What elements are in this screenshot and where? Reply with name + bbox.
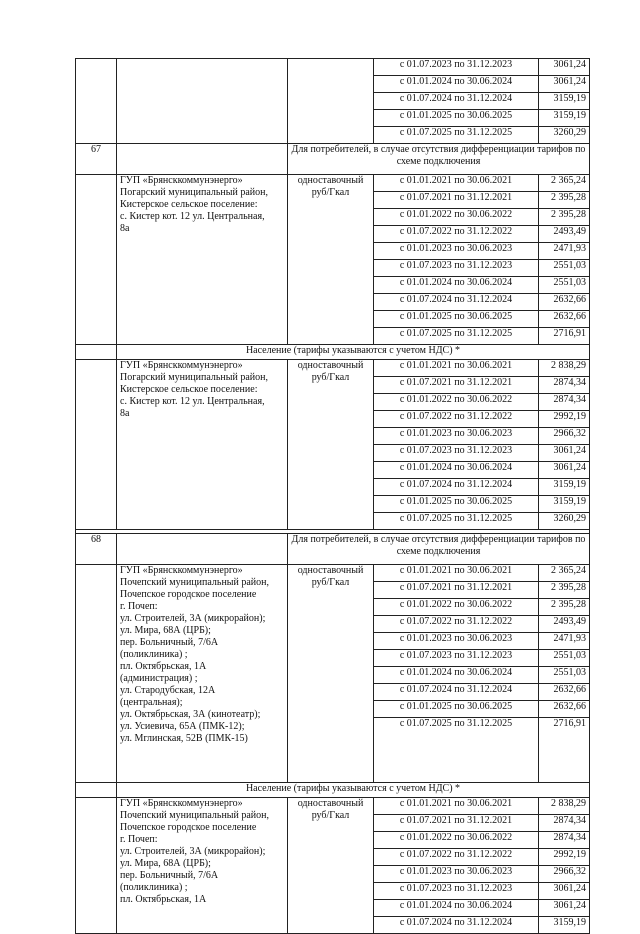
- org-line: ул. Строителей, 3А (микрорайон);: [120, 846, 266, 857]
- population-header-row: [76, 783, 590, 798]
- period-cell: с 01.07.2023 по 31.12.2023: [374, 260, 539, 277]
- period-cell: с 01.07.2023 по 31.12.2023: [374, 59, 539, 76]
- org-line: ул. Мглинская, 52В (ПМК-15): [120, 733, 248, 744]
- population-header-row: [76, 345, 590, 360]
- period-cell: с 01.07.2022 по 31.12.2022: [374, 226, 539, 243]
- value-cell: 2 365,24: [539, 565, 590, 582]
- period-cell: с 01.01.2023 по 30.06.2023: [374, 866, 539, 883]
- period-cell: с 01.07.2022 по 31.12.2022: [374, 616, 539, 633]
- population-heading: Население (тарифы указываются с учетом НДС) *: [117, 783, 590, 798]
- value-cell: 3061,24: [539, 445, 590, 462]
- value-cell: 2966,32: [539, 428, 590, 445]
- org-line: Почепское городское поселение: [120, 589, 257, 600]
- org-line: Погарский муниципальный район,: [120, 187, 268, 198]
- org-line: пер. Больничный, 7/6А: [120, 870, 219, 881]
- period-cell: с 01.07.2021 по 31.12.2021: [374, 582, 539, 599]
- value-cell: 2 365,24: [539, 175, 590, 192]
- unit-type: одноставочный: [297, 565, 364, 576]
- org-line: Почепский муниципальный район,: [120, 810, 270, 821]
- table-row: [76, 798, 590, 815]
- value-cell: 2 838,29: [539, 798, 590, 815]
- period-cell: с 01.07.2025 по 31.12.2025: [374, 127, 539, 144]
- period-cell: с 01.07.2021 по 31.12.2021: [374, 377, 539, 394]
- org-line: пл. Октябрьская, 1А: [120, 894, 207, 905]
- org-line: ГУП «Брянсккоммунэнерго»: [120, 798, 243, 809]
- org-line: г. Почеп:: [120, 601, 158, 612]
- org-line: (поликлиника) ;: [120, 882, 188, 893]
- unit-type: одноставочный: [297, 175, 364, 186]
- period-cell: с 01.07.2025 по 31.12.2025: [374, 328, 539, 345]
- org-cell: [117, 144, 288, 175]
- org-address-cell: [117, 175, 288, 345]
- unit-measure: руб/Гкал: [311, 810, 350, 821]
- org-line: г. Почеп:: [120, 834, 158, 845]
- table-row: [76, 565, 590, 582]
- period-cell: с 01.01.2025 по 30.06.2025: [374, 311, 539, 328]
- value-cell: 2632,66: [539, 311, 590, 328]
- value-cell: 2632,66: [539, 294, 590, 311]
- org-line: ул. Мира, 68А (ЦРБ);: [120, 625, 211, 636]
- org-line: Кистерское сельское поселение:: [120, 384, 258, 395]
- period-cell: с 01.07.2021 по 31.12.2021: [374, 815, 539, 832]
- period-cell: с 01.01.2024 по 30.06.2024: [374, 462, 539, 479]
- unit-type: одноставочный: [297, 798, 364, 809]
- value-cell: 2992,19: [539, 849, 590, 866]
- number-cell: [76, 59, 117, 144]
- table-row: [76, 59, 590, 76]
- period-cell: с 01.01.2025 по 30.06.2025: [374, 496, 539, 513]
- period-cell: с 01.01.2021 по 30.06.2021: [374, 565, 539, 582]
- period-cell: с 01.01.2023 по 30.06.2023: [374, 428, 539, 445]
- unit-cell: [288, 175, 374, 345]
- org-line: ул. Усиевича, 65А (ПМК-12);: [120, 721, 245, 732]
- value-cell: 2 838,29: [539, 360, 590, 377]
- org-line: с. Кистер кот. 12 ул. Центральная,: [120, 211, 265, 222]
- org-line: ул. Октябрьская, 3А (кинотеатр);: [120, 709, 261, 720]
- value-cell: 3061,24: [539, 59, 590, 76]
- number-cell: [76, 783, 117, 798]
- value-cell: 3061,24: [539, 883, 590, 900]
- org-address-cell: [117, 565, 288, 783]
- org-line: Кистерское сельское поселение:: [120, 199, 258, 210]
- period-cell: с 01.07.2021 по 31.12.2021: [374, 192, 539, 209]
- number-cell: [76, 798, 117, 934]
- period-cell: с 01.07.2023 по 31.12.2023: [374, 883, 539, 900]
- period-cell: с 01.07.2025 по 31.12.2025: [374, 718, 539, 783]
- table-row: [76, 175, 590, 192]
- value-cell: 2551,03: [539, 277, 590, 294]
- table-row: [76, 360, 590, 377]
- value-cell: 3061,24: [539, 462, 590, 479]
- value-cell: 3159,19: [539, 110, 590, 127]
- period-cell: с 01.07.2025 по 31.12.2025: [374, 513, 539, 530]
- value-cell: 3159,19: [539, 479, 590, 496]
- period-cell: с 01.01.2023 по 30.06.2023: [374, 633, 539, 650]
- org-line: Почепское городское поселение: [120, 822, 257, 833]
- org-cell: [117, 534, 288, 565]
- period-cell: с 01.01.2022 по 30.06.2022: [374, 599, 539, 616]
- org-line: ул. Строителей, 3А (микрорайон);: [120, 613, 266, 624]
- period-cell: с 01.01.2025 по 30.06.2025: [374, 701, 539, 718]
- org-address-cell: [117, 360, 288, 530]
- period-cell: с 01.07.2023 по 31.12.2023: [374, 650, 539, 667]
- period-cell: с 01.07.2022 по 31.12.2022: [374, 849, 539, 866]
- org-line: пл. Октябрьская, 1А: [120, 661, 207, 672]
- period-cell: с 01.01.2023 по 30.06.2023: [374, 243, 539, 260]
- value-cell: 3159,19: [539, 496, 590, 513]
- value-cell: 2716,91: [539, 328, 590, 345]
- value-cell: 3061,24: [539, 900, 590, 917]
- number-cell: [76, 360, 117, 530]
- value-cell: 3061,24: [539, 76, 590, 93]
- period-cell: с 01.01.2021 по 30.06.2021: [374, 175, 539, 192]
- org-line: 8а: [120, 223, 130, 234]
- value-cell: 2551,03: [539, 650, 590, 667]
- org-line: ул. Стародубская, 12А: [120, 685, 216, 696]
- org-line: Почепский муниципальный район,: [120, 577, 270, 588]
- entry-heading: Для потребителей, в случае отсутствия дифференциации тарифов по схеме подключения: [288, 144, 590, 175]
- org-line: (администрация) ;: [120, 673, 198, 684]
- value-cell: 2 395,28: [539, 192, 590, 209]
- value-cell: 2874,34: [539, 832, 590, 849]
- tariff-table: [75, 58, 590, 934]
- period-cell: с 01.01.2021 по 30.06.2021: [374, 360, 539, 377]
- period-cell: с 01.07.2024 по 31.12.2024: [374, 93, 539, 110]
- period-cell: с 01.01.2022 по 30.06.2022: [374, 209, 539, 226]
- period-cell: с 01.07.2022 по 31.12.2022: [374, 411, 539, 428]
- value-cell: 2632,66: [539, 701, 590, 718]
- tariff-table-body: [76, 59, 590, 934]
- org-line: ГУП «Брянсккоммунэнерго»: [120, 565, 243, 576]
- value-cell: 2 395,28: [539, 209, 590, 226]
- value-cell: 2716,91: [539, 718, 590, 783]
- entry-number: 67: [76, 144, 117, 175]
- period-cell: с 01.01.2024 по 30.06.2024: [374, 76, 539, 93]
- number-cell: [76, 565, 117, 783]
- unit-cell: [288, 565, 374, 783]
- number-cell: [76, 175, 117, 345]
- org-line: ГУП «Брянсккоммунэнерго»: [120, 175, 243, 186]
- unit-cell: [288, 798, 374, 934]
- period-cell: с 01.01.2024 по 30.06.2024: [374, 277, 539, 294]
- unit-measure: руб/Гкал: [311, 372, 350, 383]
- unit-cell: [288, 360, 374, 530]
- org-line: (центральная);: [120, 697, 183, 708]
- org-line: пер. Больничный, 7/6А: [120, 637, 219, 648]
- org-address-cell: [117, 798, 288, 934]
- unit-type: одноставочный: [297, 360, 364, 371]
- period-cell: с 01.01.2022 по 30.06.2022: [374, 832, 539, 849]
- period-cell: с 01.01.2022 по 30.06.2022: [374, 394, 539, 411]
- value-cell: 2 395,28: [539, 582, 590, 599]
- value-cell: 2966,32: [539, 866, 590, 883]
- org-line: 8а: [120, 408, 130, 419]
- value-cell: 2874,34: [539, 815, 590, 832]
- value-cell: 2551,03: [539, 667, 590, 684]
- entry-heading: Для потребителей, в случае отсутствия дифференциации тарифов по схеме подключения: [288, 534, 590, 565]
- value-cell: 2471,93: [539, 243, 590, 260]
- period-cell: с 01.01.2021 по 30.06.2021: [374, 798, 539, 815]
- period-cell: с 01.07.2024 по 31.12.2024: [374, 684, 539, 701]
- entry-header-row: [76, 144, 590, 175]
- org-line: с. Кистер кот. 12 ул. Центральная,: [120, 396, 265, 407]
- entry-number: 68: [76, 534, 117, 565]
- value-cell: 3260,29: [539, 513, 590, 530]
- org-line: (поликлиника) ;: [120, 649, 188, 660]
- period-cell: с 01.07.2024 по 31.12.2024: [374, 294, 539, 311]
- period-cell: с 01.07.2024 по 31.12.2024: [374, 479, 539, 496]
- period-cell: с 01.07.2023 по 31.12.2023: [374, 445, 539, 462]
- unit-measure: руб/Гкал: [311, 577, 350, 588]
- value-cell: 2493,49: [539, 226, 590, 243]
- org-line: Погарский муниципальный район,: [120, 372, 268, 383]
- entry-header-row: [76, 534, 590, 565]
- value-cell: 2992,19: [539, 411, 590, 428]
- org-cell: [117, 59, 288, 144]
- value-cell: 3159,19: [539, 93, 590, 110]
- value-cell: 2471,93: [539, 633, 590, 650]
- number-cell: [76, 345, 117, 360]
- value-cell: 2632,66: [539, 684, 590, 701]
- period-cell: с 01.01.2025 по 30.06.2025: [374, 110, 539, 127]
- org-line: ГУП «Брянсккоммунэнерго»: [120, 360, 243, 371]
- org-line: ул. Мира, 68А (ЦРБ);: [120, 858, 211, 869]
- unit-cell: [288, 59, 374, 144]
- value-cell: 2874,34: [539, 394, 590, 411]
- period-cell: с 01.07.2024 по 31.12.2024: [374, 917, 539, 934]
- value-cell: 3260,29: [539, 127, 590, 144]
- period-cell: с 01.01.2024 по 30.06.2024: [374, 667, 539, 684]
- value-cell: 3159,19: [539, 917, 590, 934]
- period-cell: с 01.01.2024 по 30.06.2024: [374, 900, 539, 917]
- value-cell: 2551,03: [539, 260, 590, 277]
- value-cell: 2874,34: [539, 377, 590, 394]
- population-heading: Население (тарифы указываются с учетом НДС) *: [117, 345, 590, 360]
- value-cell: 2493,49: [539, 616, 590, 633]
- value-cell: 2 395,28: [539, 599, 590, 616]
- unit-measure: руб/Гкал: [311, 187, 350, 198]
